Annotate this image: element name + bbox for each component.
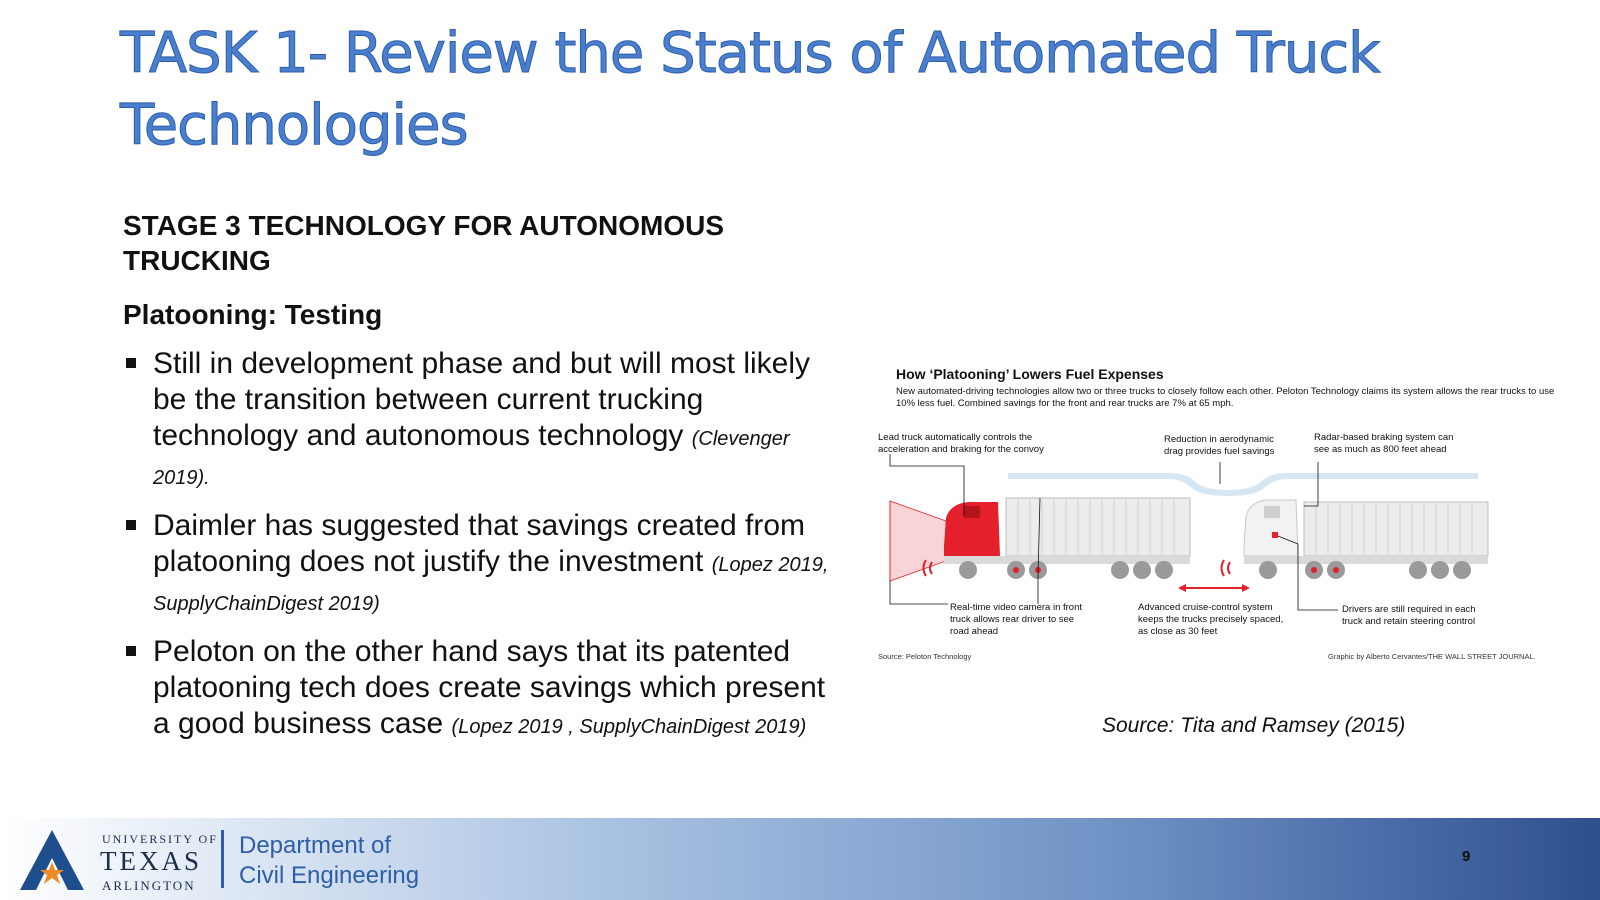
bullet-square-icon <box>126 358 136 368</box>
bullet-citation: (Lopez 2019, SupplyChainDigest 2019) <box>153 554 829 615</box>
footer-divider <box>221 830 224 888</box>
bullet-item <box>123 346 843 496</box>
bullet-square-icon <box>126 646 136 656</box>
bullet-item <box>123 508 843 622</box>
uta-a-star-logo-icon <box>18 828 86 892</box>
arlington-text: ARLINGTON <box>102 878 196 893</box>
department-line-1: Department of <box>239 832 392 859</box>
platooning-infographic <box>878 366 1564 682</box>
label-drag-reduction: Reduction in aerodynamic drag provides fuel savings <box>1164 434 1275 457</box>
footer-bar <box>0 818 1600 900</box>
label-cruise-control: Advanced cruise-control system keeps the trucks precisely spaced, as close as 30 feet <box>1138 602 1284 637</box>
section-heading: STAGE 3 TECHNOLOGY FOR AUTONOMOUS TRUCKING <box>123 210 725 276</box>
label-drivers: Drivers are still required in each truck and retain steering control <box>1342 604 1476 627</box>
bullet-citation: (Lopez 2019 , SupplyChainDigest 2019) <box>451 716 807 738</box>
label-radar-braking: Radar-based braking system can see as much as 800 feet ahead <box>1314 432 1454 455</box>
page-number: 9 <box>1462 848 1471 865</box>
label-video-camera: Real-time video camera in front truck allows rear driver to see road ahead <box>950 602 1082 637</box>
image-source-caption: Source: Tita and Ramsey (2015) <box>1102 714 1406 737</box>
infographic-description: New automated-driving technologies allow two or three trucks to closely follow each other. Peloton Technology claims its system allows the rear trucks to use 10% less fuel. Combined savings for the front and rear trucks are 7% at 65 mph. <box>896 386 1555 409</box>
label-lead-truck: Lead truck automatically controls the acceleration and braking for the convoy <box>878 432 1044 455</box>
bullet-text: Peloton on the other hand says that its patented platooning tech does create savings which present a good business case <box>153 635 826 740</box>
infographic-credit: Graphic by Alberto Cervantes/THE WALL STREET JOURNAL. <box>1328 652 1536 661</box>
texas-text: TEXAS <box>100 846 202 876</box>
bullet-item <box>123 634 843 745</box>
bullet-text: Still in development phase and but will most likely be the transition between current trucking technology and autonomous technology <box>153 347 810 452</box>
slide-title: TASK 1- Review the Status of Automated Truck Technologies <box>120 21 1380 158</box>
bullet-text: Daimler has suggested that savings created from platooning does not justify the investment <box>153 509 805 578</box>
infographic-title: How ‘Platooning’ Lowers Fuel Expenses <box>896 366 1164 382</box>
content-column <box>123 208 843 757</box>
subheading: Platooning: Testing <box>123 299 383 330</box>
bullet-citation: (Clevenger 2019). <box>153 428 790 489</box>
infographic-source: Source: Peloton Technology <box>878 652 972 661</box>
bullet-square-icon <box>126 520 136 530</box>
department-line-2: Civil Engineering <box>239 862 420 889</box>
bullet-list <box>123 346 843 745</box>
university-of-text: UNIVERSITY OF <box>102 832 218 846</box>
